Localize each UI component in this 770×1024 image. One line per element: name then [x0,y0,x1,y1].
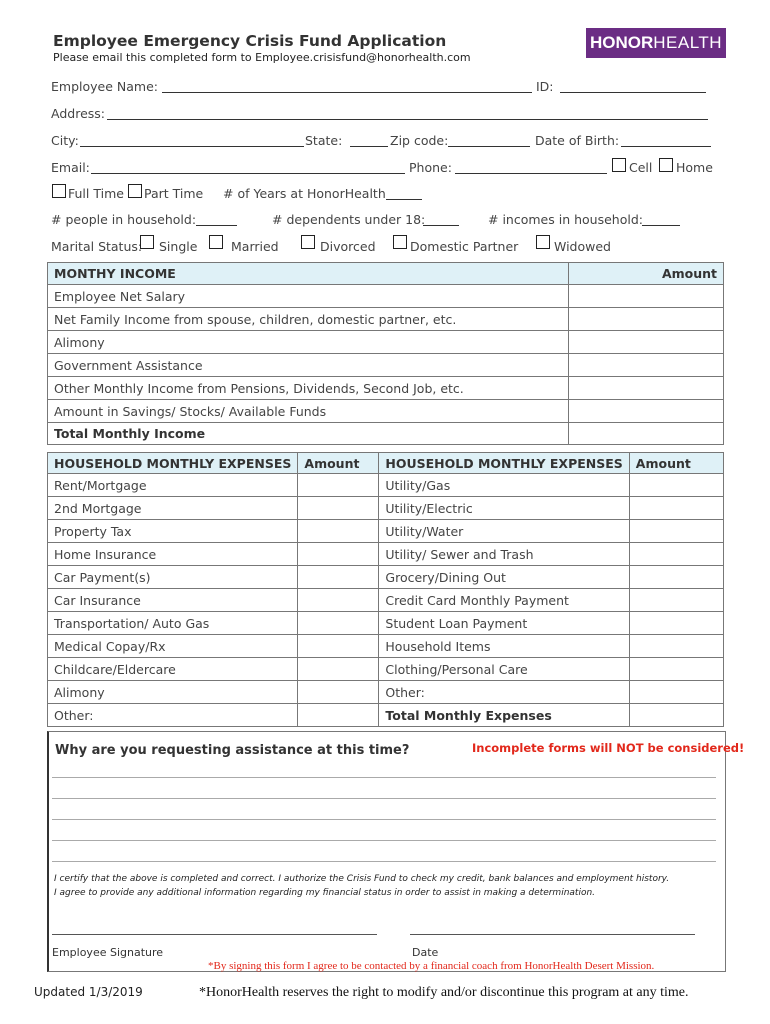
years-field[interactable] [386,199,422,200]
logo-part2: HEALTH [653,33,723,52]
cell-checkbox[interactable] [612,158,626,172]
expense-total-label: Total Monthly Expenses [379,704,629,727]
dependents-field[interactable] [423,225,459,226]
form-subtitle: Please email this completed form to Employee.crisisfund@honorhealth.com [53,51,471,64]
logo-part1: HONOR [589,33,654,52]
expense-amount-cell[interactable] [629,520,723,543]
expense-amount-cell[interactable] [629,681,723,704]
employee-name-field[interactable] [162,92,532,93]
dob-field[interactable] [621,146,711,147]
people-label: # people in household: [51,212,197,227]
expense-total-cell[interactable] [629,704,723,727]
zip-label: Zip code: [390,133,449,148]
expense-label: Grocery/Dining Out [379,566,629,589]
zip-field[interactable] [448,146,530,147]
expense-label: Transportation/ Auto Gas [48,612,298,635]
years-label: # of Years at HonorHealth [223,186,386,201]
income-row-label: Net Family Income from spouse, children, domestic partner, etc. [48,308,569,331]
expense-amount-cell[interactable] [298,566,379,589]
address-label: Address: [51,106,105,121]
expense-label: Car Payment(s) [48,566,298,589]
domestic-label: Domestic Partner [410,239,519,254]
income-total-cell[interactable] [569,423,724,445]
married-label: Married [231,239,279,254]
widowed-label: Widowed [554,239,611,254]
expense-label: 2nd Mortgage [48,497,298,520]
email-field[interactable] [91,173,405,174]
married-checkbox[interactable] [209,235,223,249]
income-amount-cell[interactable] [569,331,724,354]
certification-text-1: I certify that the above is completed and correct. I authorize the Crisis Fund to check my credit, bank balances and employment history. [54,874,670,884]
expense-amount-cell[interactable] [629,635,723,658]
email-label: Email: [51,160,90,175]
expense-amount-cell[interactable] [298,658,379,681]
signature-field[interactable] [52,934,377,935]
updated-date: Updated 1/3/2019 [34,985,143,999]
income-header: MONTHY INCOME [48,263,569,285]
reason-line[interactable] [52,777,716,778]
incomes-label: # incomes in household: [488,212,643,227]
expense-amount-cell[interactable] [298,635,379,658]
expense-label: Credit Card Monthly Payment [379,589,629,612]
expenses-table [47,452,724,727]
expense-label: Utility/Water [379,520,629,543]
divorced-checkbox[interactable] [301,235,315,249]
expense-label: Other: [48,704,298,727]
expense-label: Clothing/Personal Care [379,658,629,681]
income-row-label: Employee Net Salary [48,285,569,308]
expenses-header-left: HOUSEHOLD MONTHLY EXPENSES [48,453,298,474]
reason-line[interactable] [52,798,716,799]
expense-amount-cell[interactable] [629,474,723,497]
home-checkbox[interactable] [659,158,673,172]
marital-label: Marital Status: [51,239,143,254]
full-time-checkbox[interactable] [52,184,66,198]
reason-line[interactable] [52,819,716,820]
city-label: City: [51,133,79,148]
widowed-checkbox[interactable] [536,235,550,249]
expense-amount-cell[interactable] [298,543,379,566]
phone-field[interactable] [455,173,607,174]
incomplete-warning: Incomplete forms will NOT be considered! [472,741,745,755]
expense-label: Utility/Gas [379,474,629,497]
expense-label: Car Insurance [48,589,298,612]
part-time-checkbox[interactable] [128,184,142,198]
expense-label: Alimony [48,681,298,704]
expense-label: Student Loan Payment [379,612,629,635]
state-field[interactable] [350,146,388,147]
expense-amount-cell[interactable] [298,681,379,704]
income-amount-cell[interactable] [569,377,724,400]
expense-label: Other: [379,681,629,704]
reason-title: Why are you requesting assistance at this time? [55,743,410,758]
expense-amount-cell[interactable] [629,543,723,566]
expense-label: Rent/Mortgage [48,474,298,497]
expense-amount-cell[interactable] [629,497,723,520]
expense-amount-cell[interactable] [298,497,379,520]
id-field[interactable] [560,92,706,93]
expenses-header-right: HOUSEHOLD MONTHLY EXPENSES [379,453,629,474]
incomes-field[interactable] [642,225,680,226]
single-label: Single [159,239,198,254]
income-amount-header: Amount [569,263,724,285]
dependents-label: # dependents under 18: [272,212,426,227]
form-title: Employee Emergency Crisis Fund Application [53,32,447,50]
income-amount-cell[interactable] [569,400,724,423]
cell-label: Cell [629,160,653,175]
date-field[interactable] [410,934,695,935]
income-amount-cell[interactable] [569,354,724,377]
dob-label: Date of Birth: [535,133,620,148]
expense-amount-cell[interactable] [298,589,379,612]
expense-amount-cell[interactable] [629,589,723,612]
income-row-label: Other Monthly Income from Pensions, Dividends, Second Job, etc. [48,377,569,400]
expenses-amount-header-left: Amount [298,453,379,474]
home-label: Home [676,160,713,175]
honorhealth-logo [586,28,726,58]
certification-text-2: I agree to provide any additional information regarding my financial status in order to assist in making a determination. [54,888,596,898]
part-time-label: Part Time [144,186,204,201]
date-label: Date [412,946,439,959]
expense-amount-cell[interactable] [629,612,723,635]
income-total-label: Total Monthly Income [48,423,569,445]
address-field[interactable] [107,119,708,120]
state-label: State: [305,133,343,148]
expense-amount-cell[interactable] [298,474,379,497]
reason-line[interactable] [52,840,716,841]
expense-amount-cell[interactable] [629,658,723,681]
reason-line[interactable] [52,861,716,862]
people-field[interactable] [196,225,237,226]
expense-label: Childcare/Eldercare [48,658,298,681]
expense-amount-cell[interactable] [298,704,379,727]
reserve-rights-note: *HonorHealth reserves the right to modify and/or discontinue this program at any time. [199,985,689,1000]
income-row-label: Alimony [48,331,569,354]
expense-label: Property Tax [48,520,298,543]
phone-label: Phone: [409,160,452,175]
expense-amount-cell[interactable] [629,566,723,589]
id-label: ID: [536,79,554,94]
single-checkbox[interactable] [140,235,154,249]
income-row-label: Government Assistance [48,354,569,377]
domestic-checkbox[interactable] [393,235,407,249]
employee-name-label: Employee Name: [51,79,158,94]
reason-box [47,731,726,972]
expense-label: Household Items [379,635,629,658]
expense-label: Utility/Electric [379,497,629,520]
expense-label: Home Insurance [48,543,298,566]
income-row-label: Amount in Savings/ Stocks/ Available Funds [48,400,569,423]
expense-amount-cell[interactable] [298,612,379,635]
income-amount-cell[interactable] [569,308,724,331]
income-amount-cell[interactable] [569,285,724,308]
expense-label: Medical Copay/Rx [48,635,298,658]
city-field[interactable] [80,146,304,147]
expense-amount-cell[interactable] [298,520,379,543]
signature-label: Employee Signature [52,946,164,959]
consent-note: *By signing this form I agree to be contacted by a financial coach from HonorHealth Desert Mission. [208,960,655,972]
expense-label: Utility/ Sewer and Trash [379,543,629,566]
divorced-label: Divorced [320,239,376,254]
full-time-label: Full Time [68,186,124,201]
monthly-income-table [47,262,724,445]
expenses-amount-header-right: Amount [629,453,723,474]
